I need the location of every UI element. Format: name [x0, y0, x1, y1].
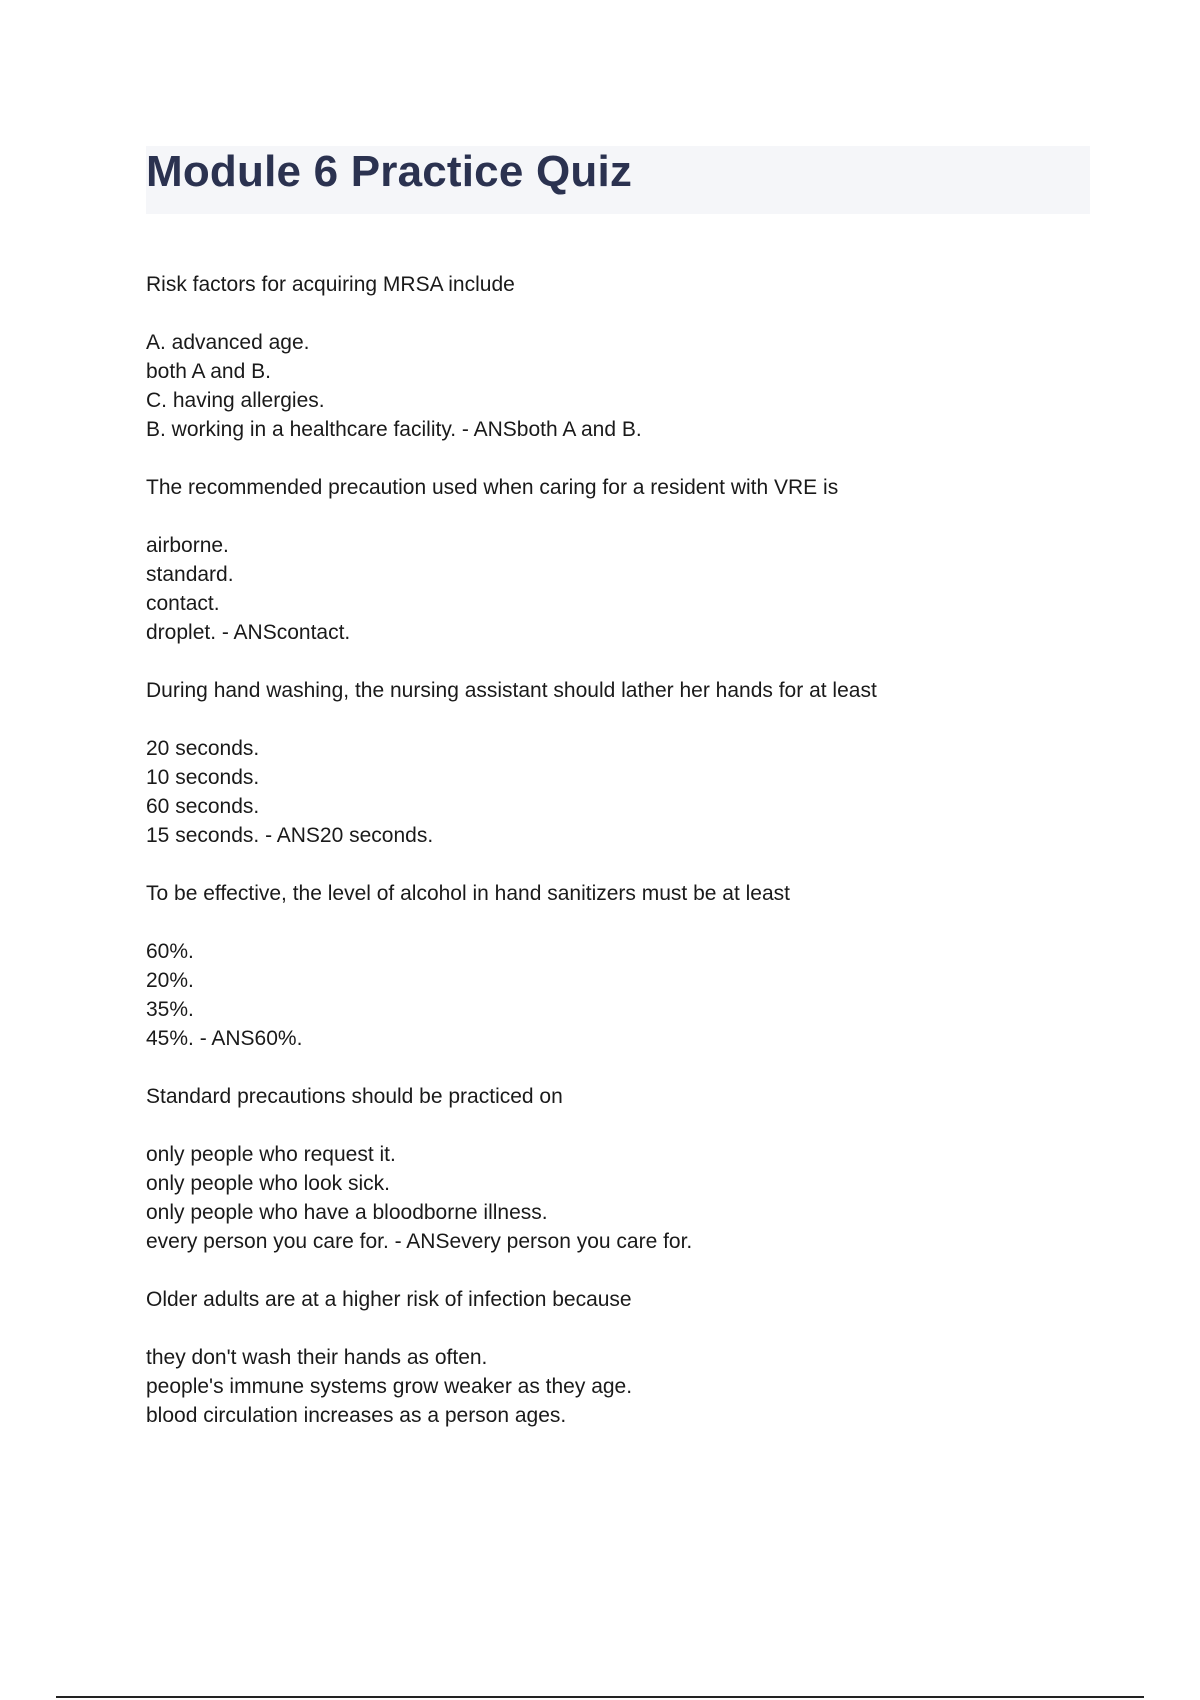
answer-option: 20 seconds.: [146, 737, 260, 760]
question-text: To be effective, the level of alcohol in hand sanitizers must be at least: [146, 882, 790, 905]
answer-option: droplet. - ANScontact.: [146, 621, 351, 644]
question-text: The recommended precaution used when caring for a resident with VRE is: [146, 476, 839, 499]
answer-option: A. advanced age.: [146, 331, 310, 354]
question-block: [146, 676, 1086, 850]
answer-option: people's immune systems grow weaker as they age.: [146, 1375, 633, 1398]
answer-option: 35%.: [146, 998, 194, 1021]
answer-option: contact.: [146, 592, 220, 615]
answer-option: B. working in a healthcare facility. - ANSboth A and B.: [146, 418, 642, 441]
question-text: During hand washing, the nursing assistant should lather her hands for at least: [146, 679, 877, 702]
page-bottom-rule: [56, 1696, 1144, 1698]
answer-option: 10 seconds.: [146, 766, 260, 789]
answer-option: both A and B.: [146, 360, 271, 383]
question-block: [146, 270, 1086, 444]
answer-option: blood circulation increases as a person ages.: [146, 1404, 567, 1427]
answer-option: 20%.: [146, 969, 194, 992]
question-text: Risk factors for acquiring MRSA include: [146, 273, 515, 296]
quiz-content: [146, 270, 1086, 1459]
answer-option: every person you care for. - ANSevery person you care for.: [146, 1230, 693, 1253]
answer-option: 60%.: [146, 940, 194, 963]
answer-option: only people who request it.: [146, 1143, 396, 1166]
question-block: [146, 879, 1086, 1053]
answer-option: 15 seconds. - ANS20 seconds.: [146, 824, 434, 847]
answer-option: only people who look sick.: [146, 1172, 390, 1195]
answer-option: 45%. - ANS60%.: [146, 1027, 303, 1050]
answer-option: C. having allergies.: [146, 389, 325, 412]
question-text: Standard precautions should be practiced on: [146, 1085, 563, 1108]
answer-option: standard.: [146, 563, 234, 586]
question-block: [146, 1285, 1086, 1430]
answer-option: they don't wash their hands as often.: [146, 1346, 488, 1369]
answer-option: 60 seconds.: [146, 795, 260, 818]
question-block: [146, 1082, 1086, 1256]
answer-option: airborne.: [146, 534, 229, 557]
answer-option: only people who have a bloodborne illness.: [146, 1201, 548, 1224]
question-text: Older adults are at a higher risk of infection because: [146, 1288, 632, 1311]
question-block: [146, 473, 1086, 647]
page-title: Module 6 Practice Quiz: [146, 147, 633, 196]
